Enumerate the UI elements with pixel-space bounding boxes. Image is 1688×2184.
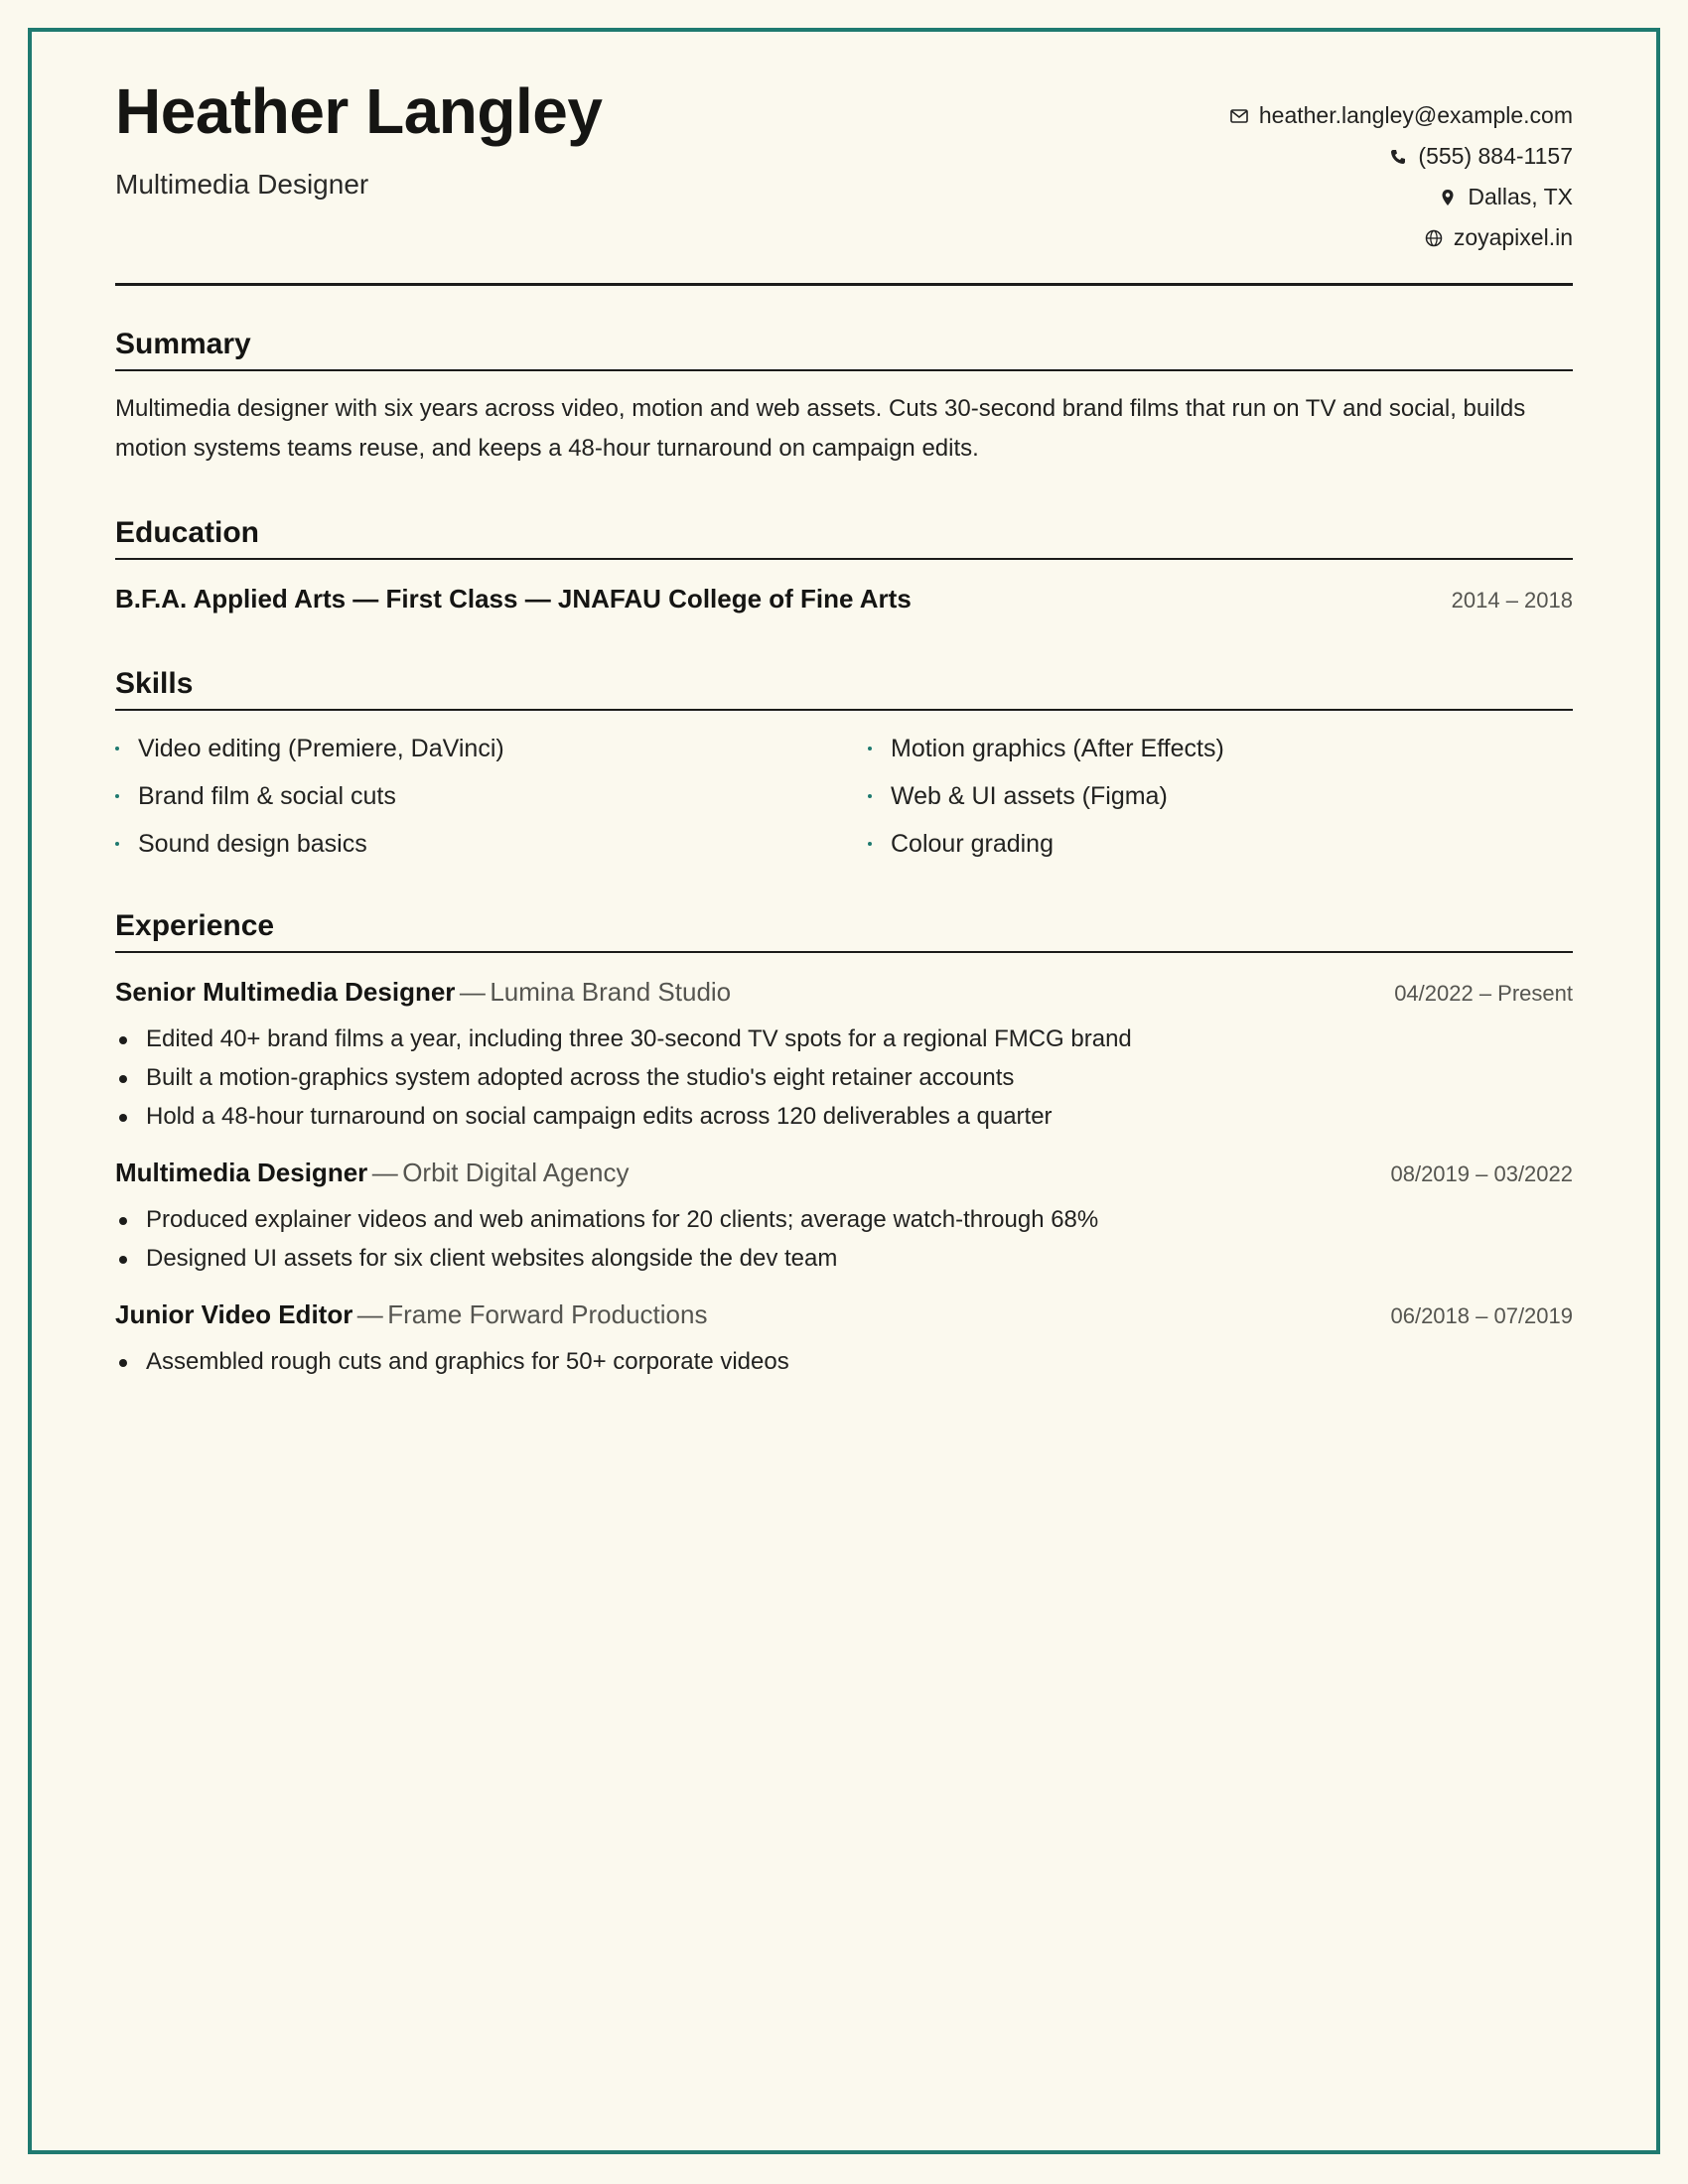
job-bullet: Built a motion-graphics system adopted across the studio's eight retainer accounts — [115, 1058, 1573, 1097]
job-bullet: Hold a 48-hour turnaround on social campaign edits across 120 deliverables a quarter — [115, 1097, 1573, 1136]
job-bullet-list — [115, 1020, 1573, 1136]
contact-location-text: Dallas, TX — [1468, 184, 1573, 209]
summary-section — [115, 328, 1573, 469]
bullet-dot-icon — [115, 842, 119, 846]
skill-label: Sound design basics — [138, 829, 367, 858]
education-dates: 2014 – 2018 — [1451, 588, 1573, 613]
job-title: Junior Video Editor — [115, 1299, 353, 1329]
section-title-education: Education — [115, 516, 1573, 560]
skill-label: Brand film & social cuts — [138, 781, 396, 810]
skill-item — [115, 772, 868, 820]
skills-list — [115, 725, 1573, 868]
job-bullet-list — [115, 1200, 1573, 1278]
skill-label: Video editing (Premiere, DaVinci) — [138, 734, 504, 762]
skill-label: Web & UI assets (Figma) — [891, 781, 1168, 810]
skill-item — [868, 772, 1573, 820]
job-separator: — — [356, 1299, 383, 1329]
contact-phone[interactable] — [1229, 136, 1573, 177]
candidate-name: Heather Langley — [115, 75, 603, 147]
job-dates: 06/2018 – 07/2019 — [1390, 1303, 1573, 1328]
job-bullet: Assembled rough cuts and graphics for 50+ corporate videos — [115, 1342, 1573, 1381]
experience-section — [115, 909, 1573, 1381]
mail-icon — [1229, 106, 1249, 126]
bullet-dot-icon — [115, 794, 119, 798]
section-title-summary: Summary — [115, 328, 1573, 371]
bullet-dot-icon — [868, 747, 872, 751]
skill-item — [868, 725, 1573, 772]
job-company: Lumina Brand Studio — [490, 977, 732, 1007]
skill-item — [115, 820, 868, 868]
skills-section — [115, 667, 1573, 868]
job-title: Senior Multimedia Designer — [115, 977, 456, 1007]
resume-header — [115, 0, 1573, 286]
job-entry — [115, 1299, 1573, 1381]
job-bullet-list — [115, 1342, 1573, 1381]
globe-icon — [1424, 228, 1444, 248]
contact-website[interactable] — [1229, 217, 1573, 258]
job-dates: 08/2019 – 03/2022 — [1390, 1161, 1573, 1186]
job-bullet: Designed UI assets for six client websites alongside the dev team — [115, 1239, 1573, 1278]
job-title: Multimedia Designer — [115, 1158, 368, 1187]
job-bullet: Edited 40+ brand films a year, including three 30-second TV spots for a regional FMCG brand — [115, 1020, 1573, 1058]
job-entry — [115, 977, 1573, 1136]
job-bullet: Produced explainer videos and web animations for 20 clients; average watch-through 68% — [115, 1200, 1573, 1239]
phone-icon — [1388, 147, 1408, 167]
education-entry — [115, 584, 1573, 614]
job-dates: 04/2022 – Present — [1394, 981, 1573, 1006]
job-company: Frame Forward Productions — [387, 1299, 708, 1329]
bullet-dot-icon — [868, 842, 872, 846]
skill-label: Colour grading — [891, 829, 1054, 858]
candidate-role: Multimedia Designer — [115, 169, 369, 200]
contact-website-text: zoyapixel.in — [1453, 224, 1573, 250]
job-header — [115, 1158, 1573, 1188]
job-header — [115, 1299, 1573, 1330]
contact-list — [1229, 95, 1573, 258]
contact-phone-text: (555) 884-1157 — [1418, 143, 1573, 169]
skill-label: Motion graphics (After Effects) — [891, 734, 1224, 762]
job-entry — [115, 1158, 1573, 1278]
bullet-dot-icon — [115, 747, 119, 751]
job-separator: — — [459, 977, 486, 1007]
contact-email-text: heather.langley@example.com — [1258, 102, 1573, 128]
header-divider — [115, 283, 1573, 286]
education-section — [115, 516, 1573, 614]
contact-email[interactable] — [1229, 95, 1573, 136]
summary-text: Multimedia designer with six years across video, motion and web assets. Cuts 30-second brand films that run on TV and social, builds motion systems teams reuse, and keeps a 48-hour turnaround on campaign edits. — [115, 395, 1526, 462]
resume-page — [115, 0, 1573, 1375]
skill-item — [115, 725, 868, 772]
skill-item — [868, 820, 1573, 868]
section-title-experience: Experience — [115, 909, 1573, 953]
job-company: Orbit Digital Agency — [402, 1158, 630, 1187]
contact-location — [1229, 177, 1573, 217]
job-separator: — — [371, 1158, 398, 1187]
education-degree: B.F.A. Applied Arts — First Class — JNAFAU College of Fine Arts — [115, 584, 912, 614]
job-header — [115, 977, 1573, 1008]
location-pin-icon — [1438, 188, 1458, 207]
section-title-skills: Skills — [115, 667, 1573, 711]
bullet-dot-icon — [868, 794, 872, 798]
